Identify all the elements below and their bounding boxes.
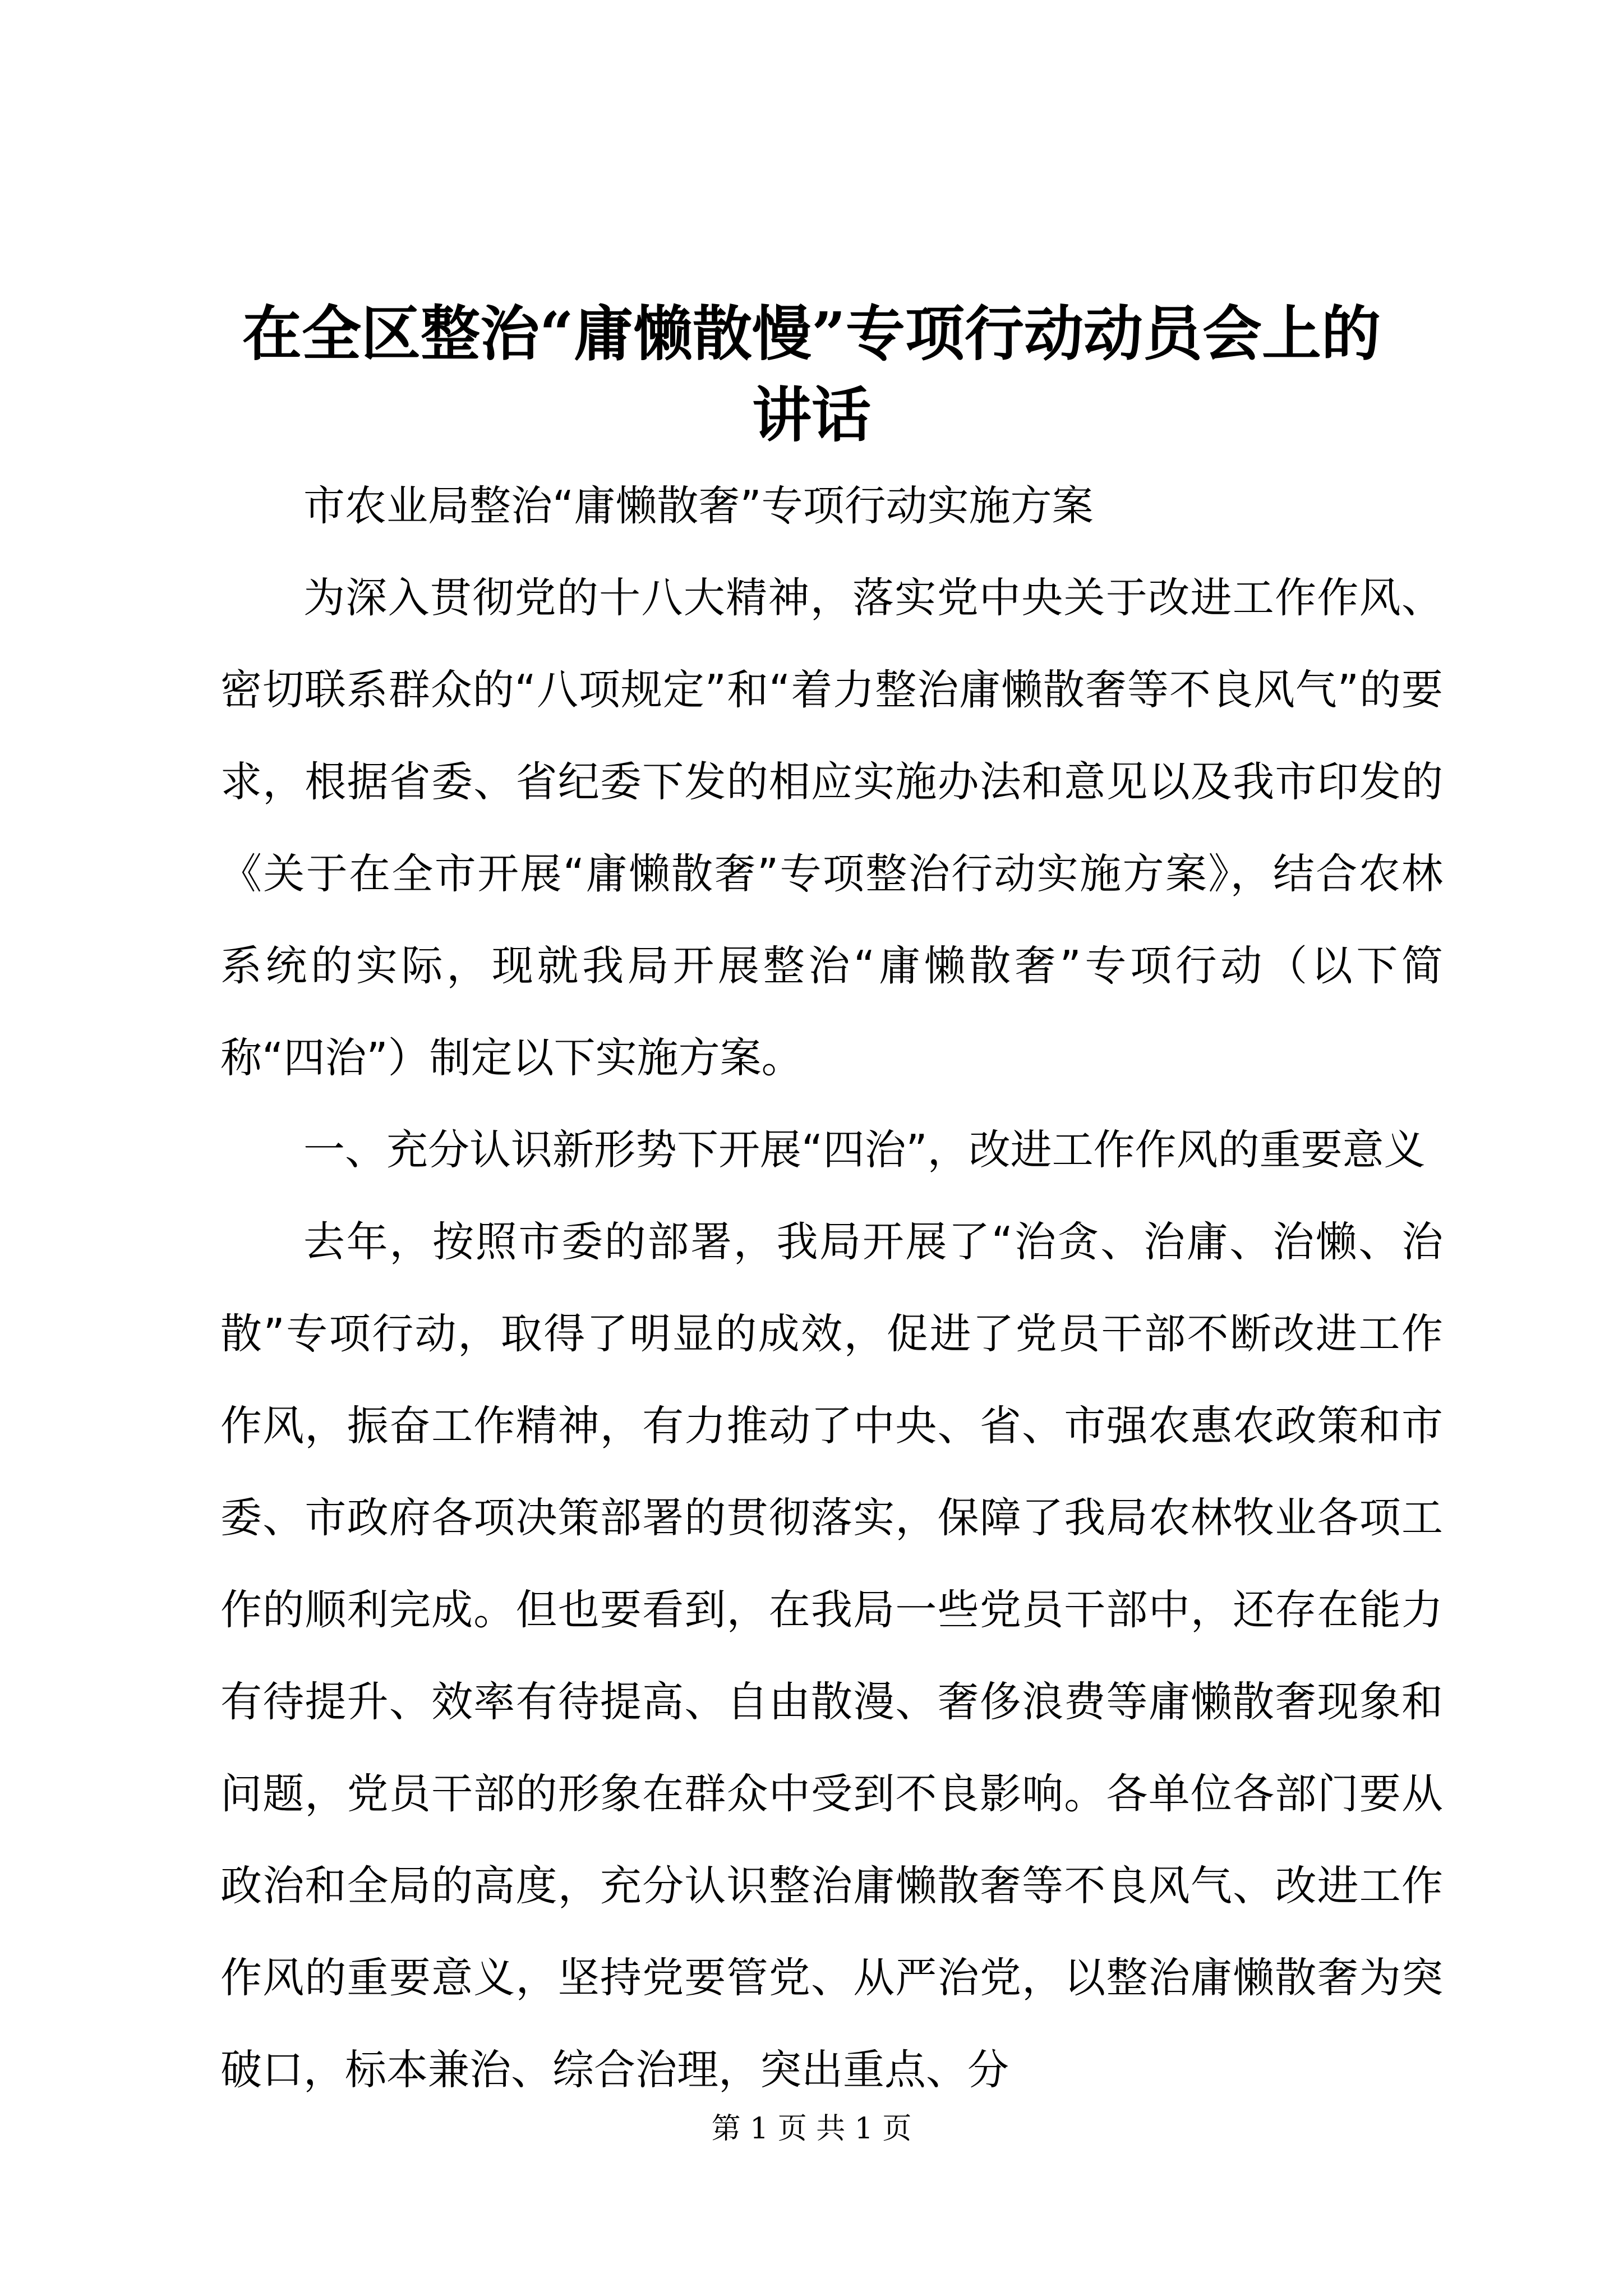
page-footer: 第 1 页 共 1 页 — [711, 2112, 912, 2146]
paragraph-section-heading: 一、充分认识新形势下开展“四治”，改进工作作风的重要意义 — [303, 1126, 1426, 1174]
paragraph-intro: 为深入贯彻党的十八大精神，落实党中央关于改进工作作风、密切联系群众的“八项规定”和“着力整治庸懒散奢等不良风气”的要求，根据省委、省纪委下发的相应实施办法和意见以及我市印发的《关于在全市开展“庸懒散奢”专项整治行动实施方案》，结合农林系统的实际，现就我局开展整治“庸懒散奢”专项行动（以下简称“四治”）制定以下实施方案。 — [220, 574, 1443, 1082]
document-body — [220, 460, 1443, 2116]
document-title-line-2: 讲话 — [752, 380, 871, 450]
paragraph-subtitle: 市农业局整治“庸懒散奢”专项行动实施方案 — [303, 482, 1094, 530]
paragraph-body: 去年，按照市委的部署，我局开展了“治贪、治庸、治懒、治散”专项行动，取得了明显的成效，促进了党员干部不断改进工作作风，振奋工作精神，有力推动了中央、省、市强农惠农政策和市委、市政府各项决策部署的贯彻落实，保障了我局农林牧业各项工作的顺利完成。但也要看到，在我局一些党员干部中，还存在能力有待提升、效率有待提高、自由散漫、奢侈浪费等庸懒散奢现象和问题，党员干部的形象在群众中受到不良影响。各单位各部门要从政治和全局的高度，充分认识整治庸懒散奢等不良风气、改进工作作风的重要意义，坚持党要管党、从严治党，以整治庸懒散奢为突破口，标本兼治、综合治理，突出重点、分 — [220, 1218, 1443, 2094]
document-title-line-1: 在全区整治“庸懒散慢”专项行动动员会上的 — [242, 298, 1381, 369]
